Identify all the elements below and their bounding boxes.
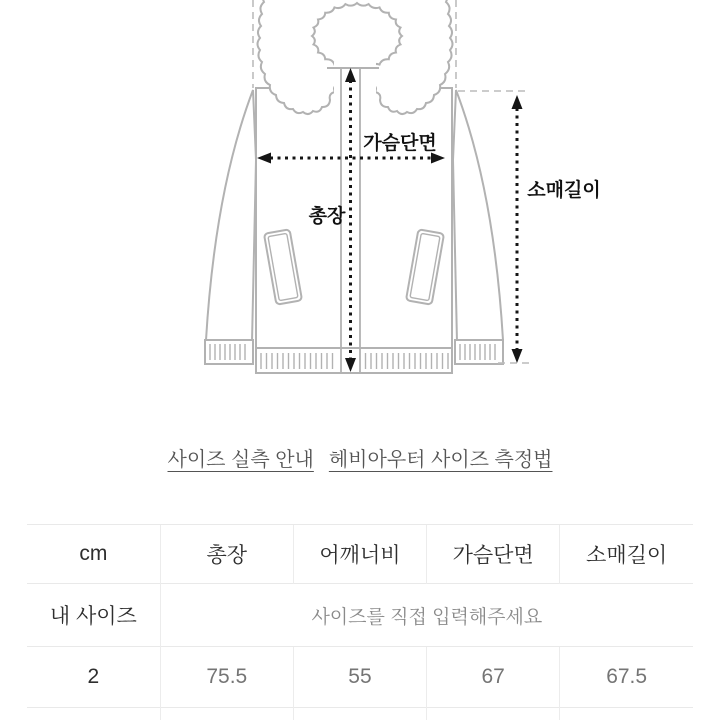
size-table-header-row: [27, 525, 693, 584]
table-cell-empty: [560, 708, 693, 720]
header-chest-width: 가슴단면: [427, 525, 560, 584]
size-2-shoulder-width: 55: [293, 647, 426, 708]
size-2-total-length: 75.5: [160, 647, 293, 708]
chest-width-label: 가슴단면: [363, 133, 437, 154]
table-cell-empty: [293, 708, 426, 720]
next-size-row-cutoff: [27, 708, 693, 720]
sleeve-length-label: 소매길이: [527, 180, 601, 201]
my-size-input-cell[interactable]: 사이즈를 직접 입력해주세요: [160, 584, 693, 647]
sleeve-length-arrowhead-top: [512, 95, 523, 109]
my-size-label: 내 사이즈: [27, 584, 160, 647]
sleeve-length-arrowhead-bottom: [512, 349, 523, 363]
size-guide-links: [0, 444, 720, 476]
header-sleeve-length: 소매길이: [560, 525, 693, 584]
table-cell-empty: [160, 708, 293, 720]
jacket-right-cuff: [455, 340, 503, 364]
jacket-left-cuff: [205, 340, 253, 364]
total-length-label: 총장: [308, 206, 346, 227]
jacket-body: [256, 88, 452, 348]
size-table: [27, 524, 693, 720]
size-2-sleeve-length: 67.5: [560, 647, 693, 708]
header-total-length: 총장: [160, 525, 293, 584]
table-cell-empty: [27, 708, 160, 720]
link-outer-measure-method[interactable]: 헤비아우터 사이즈 측정법: [328, 449, 553, 471]
table-cell-empty: [427, 708, 560, 720]
jacket-left-sleeve: [206, 90, 256, 342]
header-shoulder-width: 어깨너비: [293, 525, 426, 584]
header-unit-cm: cm: [27, 525, 160, 584]
my-size-row: [27, 584, 693, 647]
size-2-label: 2: [27, 647, 160, 708]
jacket-right-sleeve: [453, 90, 503, 342]
hood-fur-inner: [312, 3, 402, 69]
size-2-chest-width: 67: [427, 647, 560, 708]
size-row-2: [27, 647, 693, 708]
link-size-measure-guide[interactable]: 사이즈 실측 안내: [167, 449, 314, 471]
